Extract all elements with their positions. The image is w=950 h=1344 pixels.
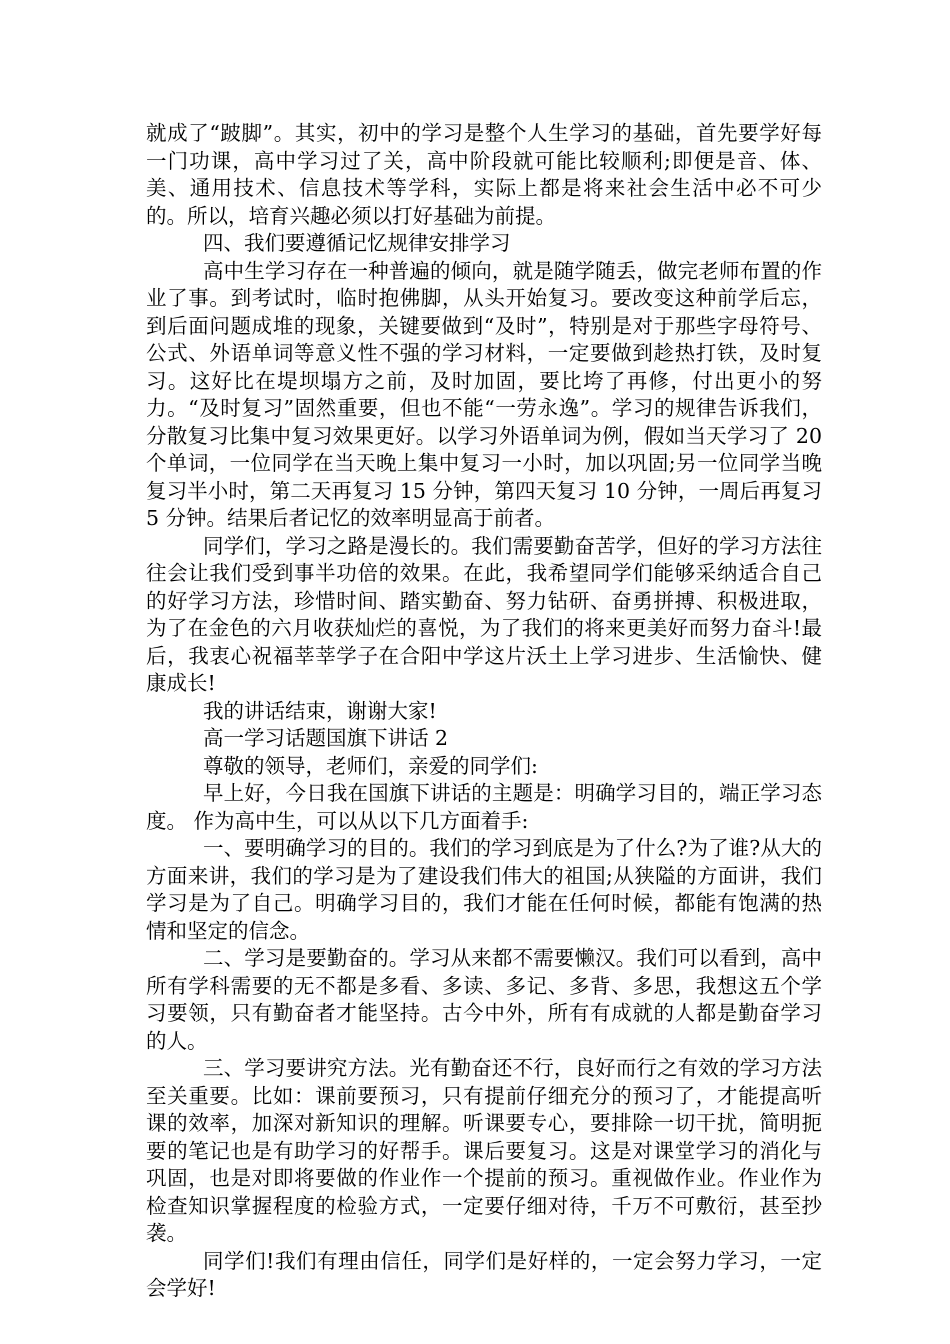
paragraph-point-one: 一、要明确学习的目的。我们的学习到底是为了什么?为了谁?从大的方面来讲，我们的学习是为了建设我们伟大的祖国;从狭隘的方面讲，我们学习是为了自己。明确学习目的，我们才能在任何时候，都能有饱满的热情和坚定的信念。	[146, 836, 822, 943]
document-body	[146, 120, 822, 1303]
paragraph-closing-wish: 同学们，学习之路是漫长的。我们需要勤奋苦学，但好的学习方法往往会让我们受到事半功倍的效果。在此，我希望同学们能够采纳适合自己的好学习方法，珍惜时间、踏实勤奋、努力钻研、奋勇拼搏、积极进取，为了在金色的六月收获灿烂的喜悦，为了我们的将来更美好而努力奋斗!最后，我衷心祝福莘莘学子在合阳中学这片沃土上学习进步、生活愉快、健康成长!	[146, 533, 822, 695]
salutation: 尊敬的领导，老师们，亲爱的同学们:	[203, 753, 538, 778]
paragraph-greeting-topic: 早上好，今日我在国旗下讲话的主题是：明确学习目的，端正学习态度。 作为高中生，可以从以下几方面着手:	[146, 781, 822, 833]
paragraph-memory-review: 高中生学习存在一种普遍的倾向，就是随学随丢，做完老师布置的作业了事。到考试时，临时抱佛脚，从头开始复习。要改变这种前学后忘，到后面问题成堆的现象，关键要做到“及时”，特别是对于那些字母符号、公式、外语单词等意义性不强的学习材料，一定要做到趁热打铁，及时复习。这好比在堤坝塌方之前，及时加固，要比垮了再修，付出更小的努力。“及时复习”固然重要，但也不能“一劳永逸”。学习的规律告诉我们，分散复习比集中复习效果更好。以学习外语单词为例，假如当天学习了 20 个单词，一位同学在当天晚上集中复习一小时，加以巩固;另一位同学当晚复习半小时，第二天再复习 15 分钟，第四天复习 10 分钟，一周后再复习 5 分钟。结果后者记忆的效率明显高于前者。	[146, 258, 822, 530]
paragraph-thanks: 我的讲话结束，谢谢大家!	[203, 698, 437, 723]
paragraph-point-two: 二、学习是要勤奋的。学习从来都不需要懒汉。我们可以看到，高中所有学科需要的无不都是多看、多读、多记、多背、多思，我想这五个学习要领，只有勤奋者才能坚持。古今中外，所有有成就的人都是勤奋学习的人。	[146, 946, 822, 1053]
paragraph-point-three: 三、学习要讲究方法。光有勤奋还不行，良好而行之有效的学习方法至关重要。比如：课前要预习，只有提前仔细充分的预习了，才能提高听课的效率，加深对新知识的理解。听课要专心，要排除一切干扰，简明扼要的笔记也是有助学习的好帮手。课后要复习。这是对课堂学习的消化与巩固，也是对即将要做的作业作一个提前的预习。重视做作业。作业作为检查知识掌握程度的检验方式，一定要仔细对待，千万不可敷衍，甚至抄袭。	[146, 1056, 822, 1245]
paragraph-intro-continuation: 就成了“跛脚”。其实，初中的学习是整个人生学习的基础，首先要学好每一门功课，高中学习过了关，高中阶段就可能比较顺利;即便是音、体、美、通用技术、信息技术等学科，实际上都是将来社会生活中必不可少的。所以，培育兴趣必须以打好基础为前提。	[146, 121, 822, 228]
speech-title-2: 高一学习话题国旗下讲话 2	[203, 726, 449, 750]
section-heading-memory: 四、我们要遵循记忆规律安排学习	[203, 231, 511, 255]
paragraph-conclusion: 同学们!我们有理由信任，同学们是好样的，一定会努力学习，一定会学好!	[146, 1248, 822, 1300]
